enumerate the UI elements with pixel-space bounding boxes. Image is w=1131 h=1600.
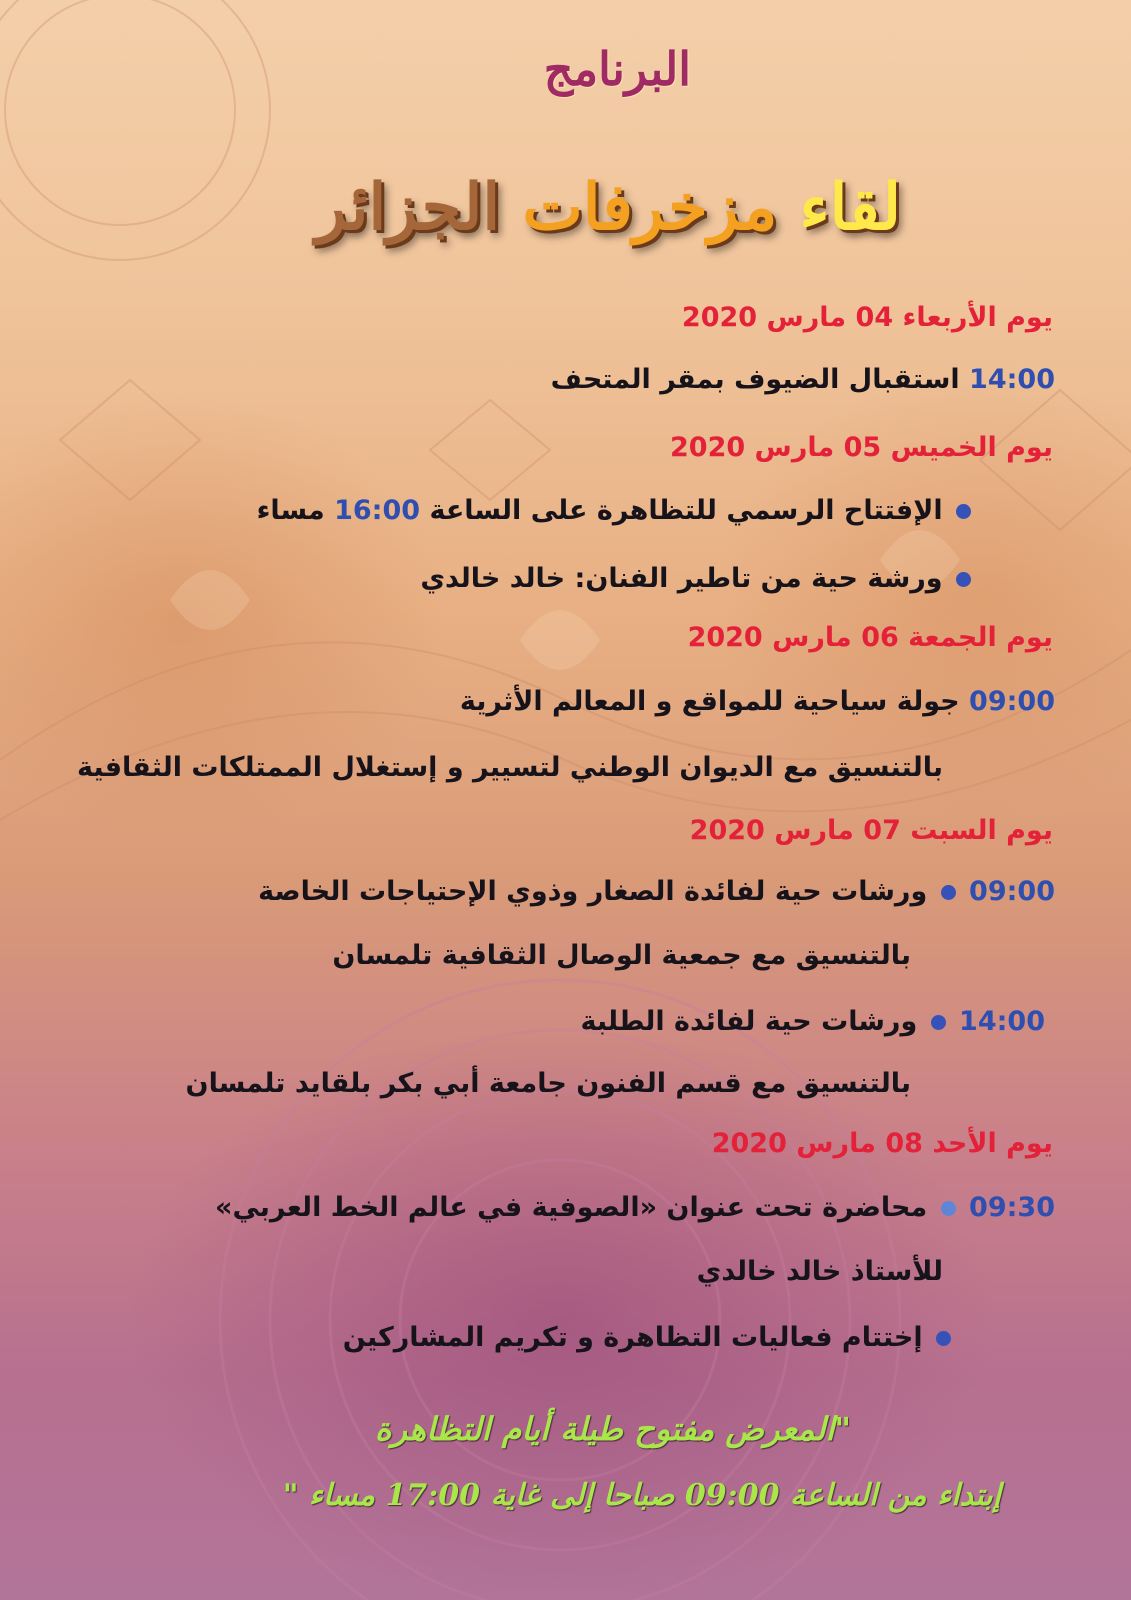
schedule-item <box>258 876 1055 907</box>
schedule-item <box>420 563 975 594</box>
schedule-item <box>257 495 975 526</box>
day-heading-saturday: يوم السبت 07 مارس 2020 <box>689 815 1053 846</box>
item-time: 09:00 <box>969 876 1055 907</box>
program-label: البرنامج <box>543 42 691 96</box>
item-text: استقبال الضيوف بمقر المتحف <box>550 364 960 395</box>
bullet-dot-icon <box>936 1331 951 1346</box>
schedule-item <box>460 686 1055 717</box>
title-word-ornaments: مزخرفات <box>522 170 778 245</box>
item-time: 16:00 <box>334 495 421 526</box>
footer-hours: إبتداء من الساعة 09:00 صباحا إلى غاية 17:00 مساء " <box>282 1478 1001 1513</box>
day-heading-thursday: يوم الخميس 05 مارس 2020 <box>670 432 1053 463</box>
footer-open-notice: "المعرض مفتوح طيلة أيام التظاهرة <box>374 1410 851 1448</box>
item-suffix: مساء <box>256 495 325 526</box>
item-time: 14:00 <box>969 364 1055 395</box>
bullet-dot-icon <box>931 1015 946 1030</box>
item-time: 09:30 <box>969 1192 1055 1223</box>
day-heading-sunday: يوم الأحد 08 مارس 2020 <box>711 1128 1053 1159</box>
item-text: محاضرة تحت عنوان «الصوفية في عالم الخط العربي» <box>215 1192 928 1223</box>
item-text: الإفتتاح الرسمي للتظاهرة على الساعة <box>429 495 943 526</box>
schedule-item <box>581 1006 1045 1037</box>
item-text: ورشة حية من تاطير الفنان: خالد خالدي <box>420 563 943 594</box>
main-title <box>315 170 901 245</box>
bullet-dot-icon <box>956 572 971 587</box>
title-word-meeting: لقاء <box>799 170 901 245</box>
item-text: ورشات حية لفائدة الصغار وذوي الإحتياجات الخاصة <box>258 876 928 907</box>
item-text: جولة سياحية للمواقع و المعالم الأثرية <box>459 686 960 717</box>
item-time: 14:00 <box>959 1006 1045 1037</box>
bullet-dot-icon <box>941 1201 956 1216</box>
item-time: 09:00 <box>969 686 1055 717</box>
item-note: بالتنسيق مع جمعية الوصال الثقافية تلمسان <box>332 940 911 971</box>
bullet-dot-icon <box>941 885 956 900</box>
title-word-algeria: الجزائر <box>315 170 501 245</box>
item-note: للأستاذ خالد خالدي <box>696 1256 943 1287</box>
schedule-item <box>215 1192 1055 1223</box>
item-note: بالتنسيق مع قسم الفنون جامعة أبي بكر بلقايد تلمسان <box>185 1068 911 1099</box>
day-heading-wednesday: يوم الأربعاء 04 مارس 2020 <box>681 302 1053 333</box>
bullet-dot-icon <box>956 504 971 519</box>
item-text: ورشات حية لفائدة الطلبة <box>580 1006 918 1037</box>
schedule-item <box>343 1322 955 1353</box>
schedule-item <box>551 364 1055 395</box>
item-note: بالتنسيق مع الديوان الوطني لتسيير و إستغلال الممتلكات الثقافية <box>76 752 943 783</box>
item-text: إختتام فعاليات التظاهرة و تكريم المشاركين <box>342 1322 923 1353</box>
day-heading-friday: يوم الجمعة 06 مارس 2020 <box>687 622 1053 653</box>
